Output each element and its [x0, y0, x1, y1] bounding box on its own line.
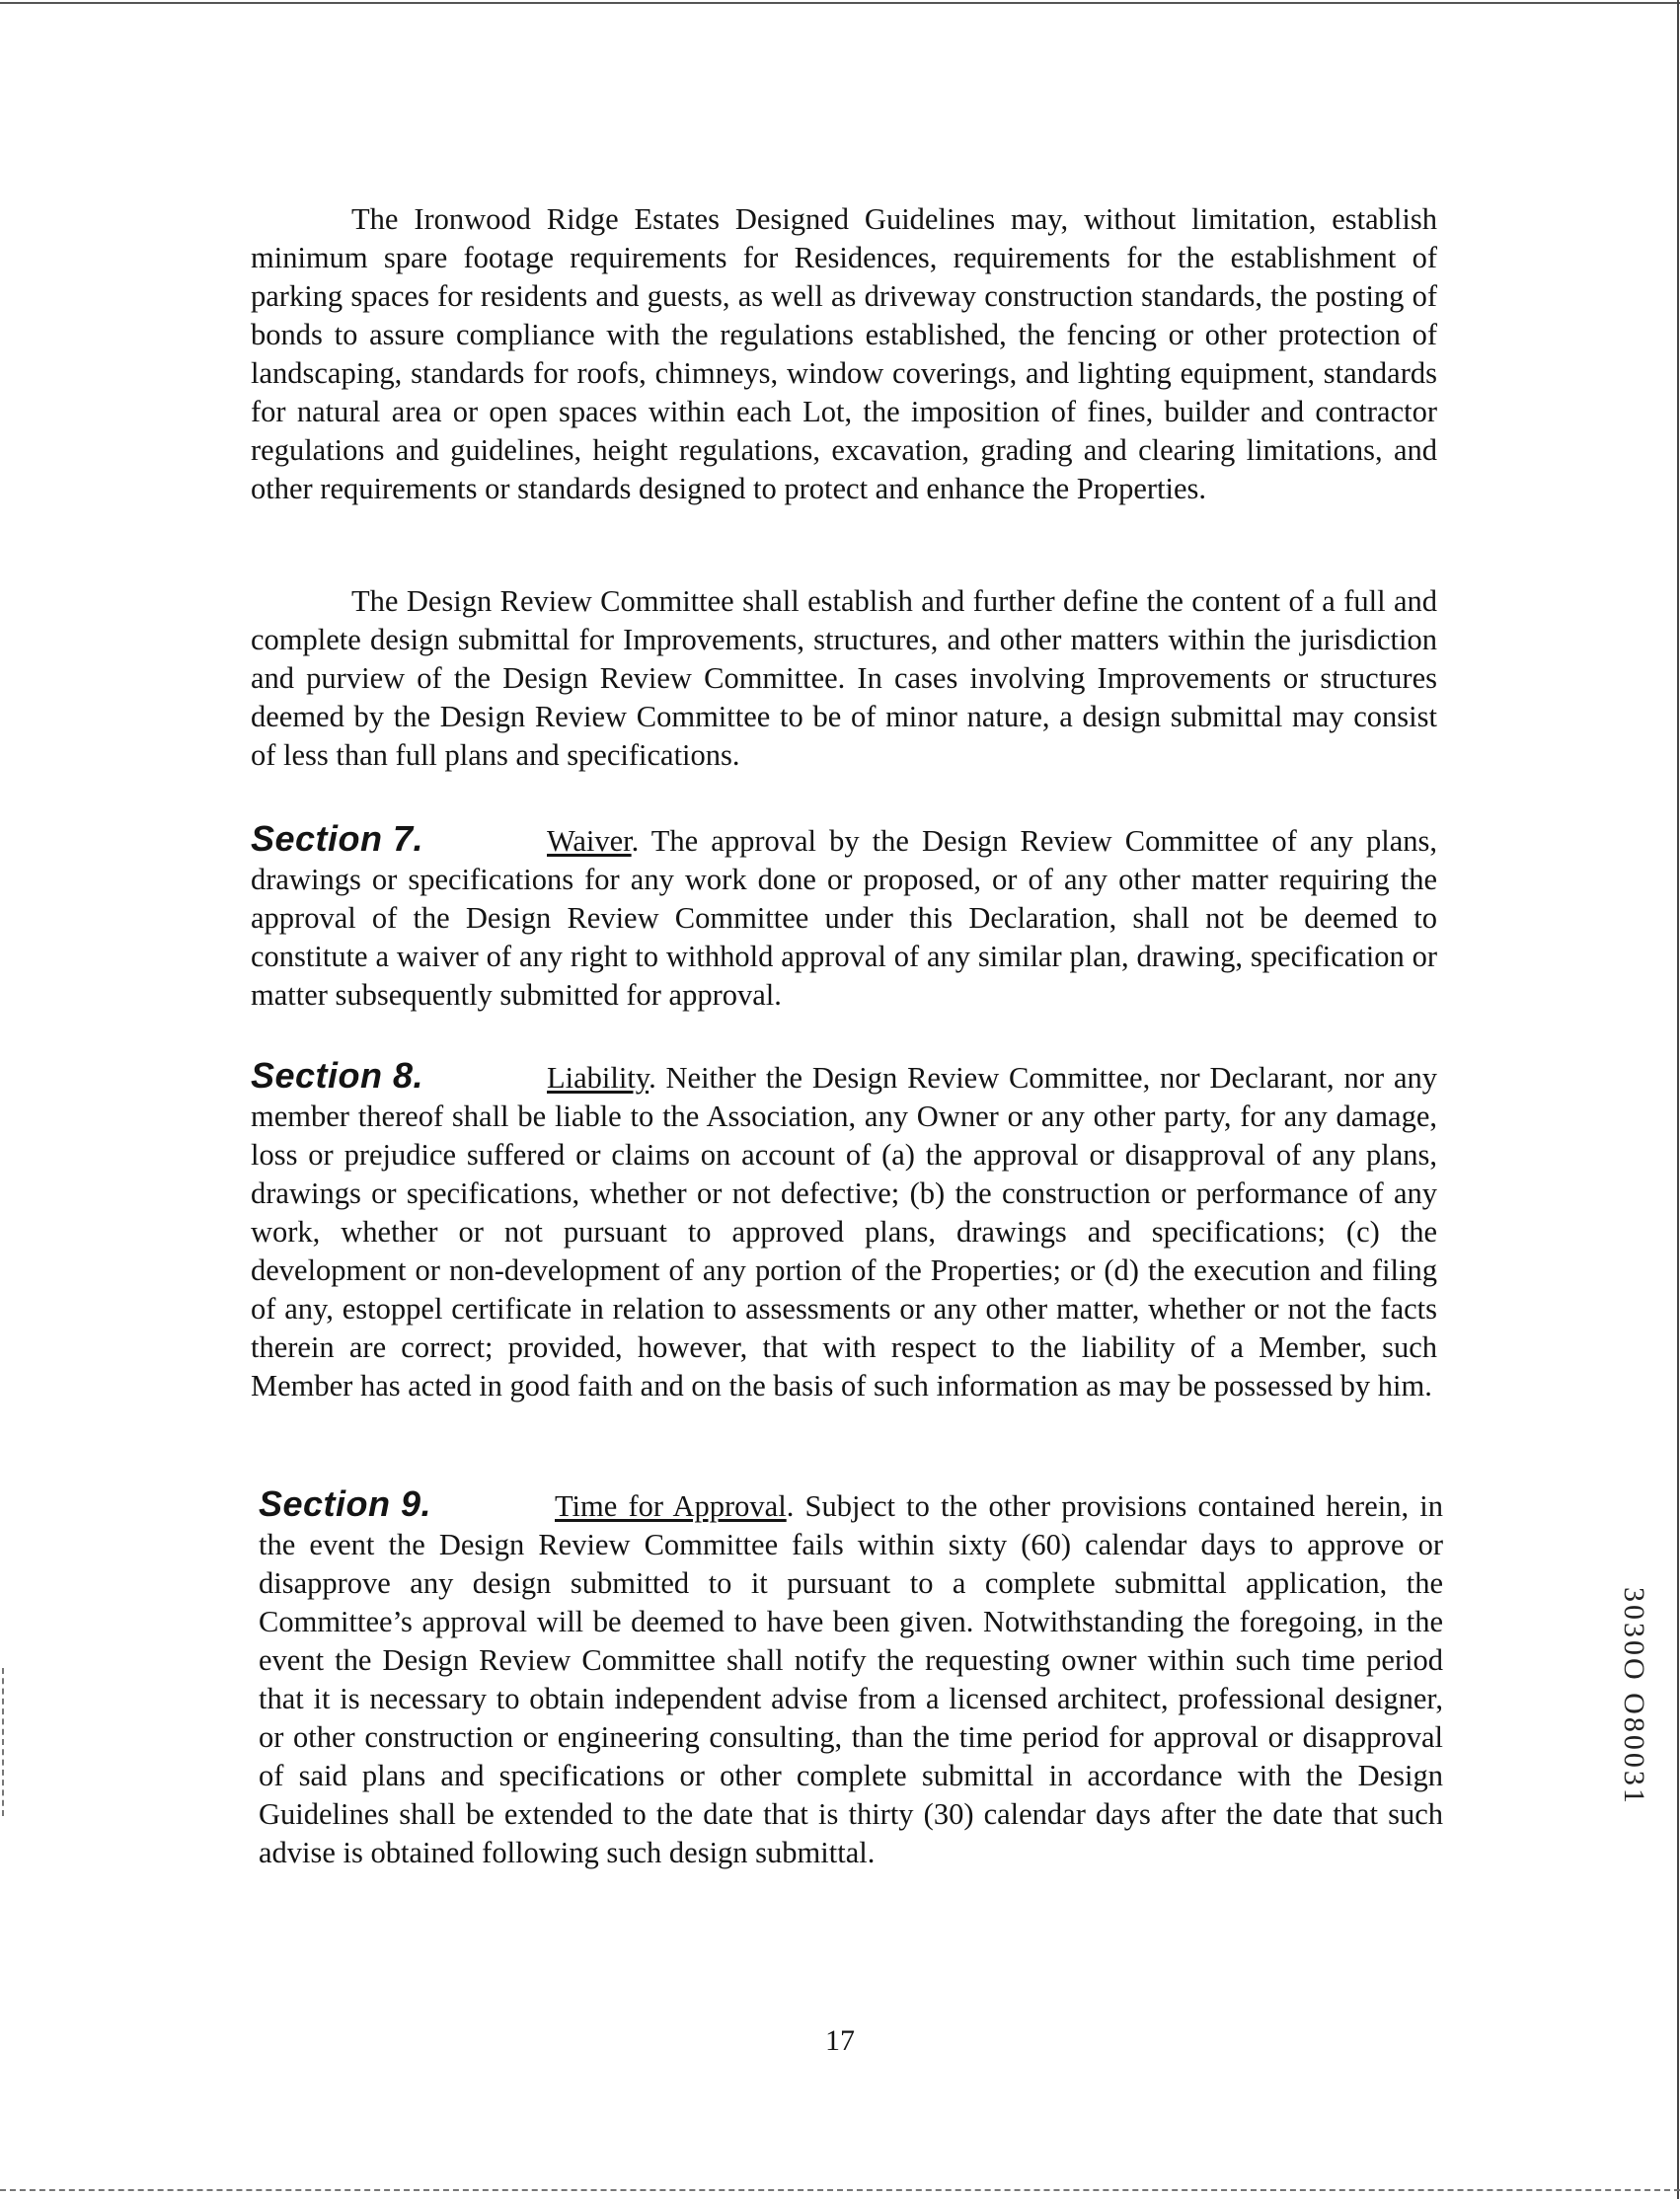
section-text: . The approval by the Design Review Committee of any plans, drawings or specifications for any work done or proposed, or of any other matter requiring the approval of the Design Review Committee under this Declaration, shall not be deemed to constitute a waiver of any right to withhold approval of any similar plan, drawing, specification or matter subsequently submitted for approval. — [251, 824, 1437, 1012]
page-number: 17 — [825, 2024, 855, 2057]
section-heading: Liability — [547, 1061, 649, 1095]
section-label: Section 7. — [251, 818, 424, 859]
scan-edge-left — [2, 1668, 4, 1816]
section-text: . Neither the Design Review Committee, nor Declarant, nor any member thereof shall be liable to the Association, any Owner or any other party, for any damage, loss or prejudice suffered or claims on account of (a) the approval or disapproval of any plans, drawings or specifications, whether or not defective; (b) the construction or performance of any work, whether or not pursuant to approved plans, drawings and specifications; (c) the development or non-development of any portion of the Properties; or (d) the execution and filing of any, estoppel certificate in relation to assessments or any other matter, whether or not the facts therein are correct; provided, however, that with respect to the liability of a Member, such Member has acted in good faith and on the basis of such information as may be possessed by him. — [251, 1061, 1437, 1403]
section-label: Section 8. — [251, 1055, 424, 1096]
margin-stamp-text: 3030O O80031 — [1618, 1587, 1650, 1806]
paragraph-text: The Design Review Committee shall establish and further define the content of a full and complete design submittal for Improvements, structures, and other matters within the jurisdiction and purview of the Design Review Committee. In cases involving Improvements or structures deemed by the Design Review Committee to be of minor nature, a design submittal may consist of less than full plans and specifications. — [251, 584, 1437, 772]
margin-stamp — [1614, 1587, 1653, 1854]
scan-edge-top — [0, 2, 1680, 4]
section-heading: Waiver — [547, 824, 632, 858]
section-text: . Subject to the other provisions contained herein, in the event the Design Review Committee fails within sixty (60) calendar days to approve or disapprove any design submitted to it pursuant to a complete submittal application, the Committee’s approval will be deemed to have been given. Notwithstanding the foregoing, in the event the Design Review Committee shall notify the requesting owner within such time period that it is necessary to obtain independent advise from a licensed architect, professional designer, or other construction or engineering consulting, than the time period for approval or disapproval of said plans and specifications or other complete submittal in accordance with the Design Guidelines shall be extended to the date that is thirty (30) calendar days after the date that such advise is obtained following such design submittal. — [259, 1489, 1443, 1869]
section-label: Section 9. — [259, 1483, 432, 1524]
scan-edge-bottom — [0, 2189, 1680, 2191]
paragraph-text: The Ironwood Ridge Estates Designed Guidelines may, without limitation, establish minimum spare footage requirements for Residences, requirements for the establishment of parking spaces for residents and guests, as well as driveway construction standards, the posting of bonds to assure compliance with the regulations established, the fencing or other protection of landscaping, standards for roofs, chimneys, window coverings, and lighting equipment, standards for natural area or open spaces within each Lot, the imposition of fines, builder and contractor regulations and guidelines, height regulations, excavation, grading and clearing limitations, and other requirements or standards designed to protect and enhance the Properties. — [251, 202, 1437, 505]
section-heading: Time for Approval — [555, 1489, 787, 1523]
design-guidelines-paragraph — [251, 200, 1437, 508]
section-7 — [251, 819, 1437, 1015]
design-submittal-paragraph — [251, 582, 1437, 775]
section-8 — [251, 1056, 1437, 1405]
section-9 — [259, 1484, 1443, 1872]
scan-edge-right — [1677, 0, 1679, 2199]
